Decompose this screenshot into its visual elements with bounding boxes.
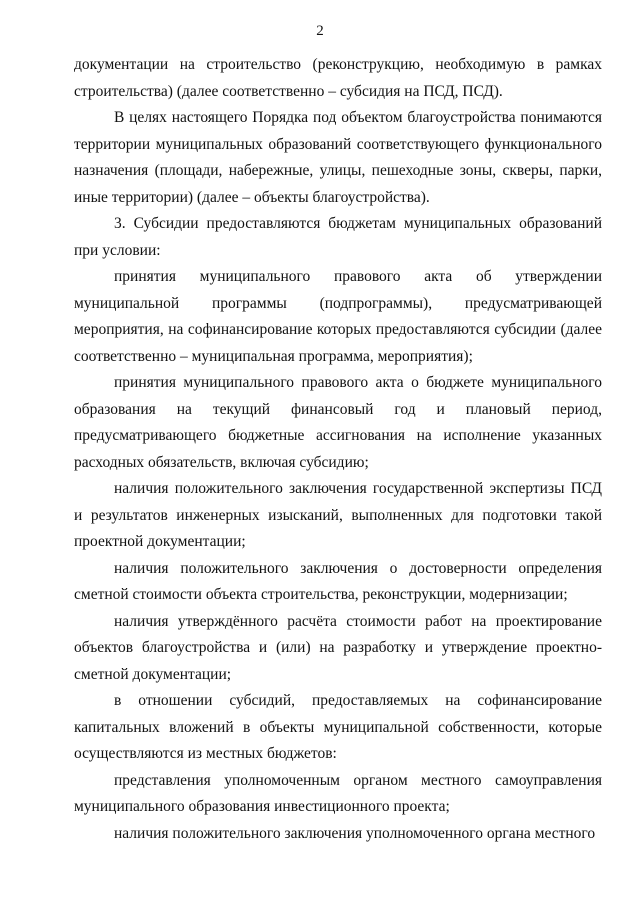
paragraph-7: наличия положительного заключения о достоверности определения сметной стоимости объекта строительства, реконструкции, модернизации; xyxy=(74,559,602,603)
page-number: 2 xyxy=(316,23,324,39)
paragraph-11: наличия положительного заключения уполномоченного органа местного xyxy=(114,824,596,842)
document-body xyxy=(74,52,602,847)
paragraph-6: наличия положительного заключения государственной экспертизы ПСД и результатов инженерных изысканий, выполненных для подготовки такой проектной документации; xyxy=(74,480,602,550)
paragraph-2: В целях настоящего Порядка под объектом благоустройства понимаются территории муниципальных образований соответствующего функционального назначения (площади, набережные, улицы, пешеходные зоны, скверы, парки, иные территории) (далее – объекты благоустройства). xyxy=(74,109,602,206)
paragraph-1: документации на строительство (реконструкцию, необходимую в рамках строительства) (далее соответственно – субсидия на ПСД, ПСД). xyxy=(74,56,602,100)
paragraph-3: 3. Субсидии предоставляются бюджетам муниципальных образований при условии: xyxy=(74,215,602,259)
paragraph-8: наличия утверждённого расчёта стоимости работ на проектирование объектов благоустройства и (или) на разработку и утверждение проектно-сметной документации; xyxy=(74,612,602,683)
paragraph-10: представления уполномоченным органом местного самоуправления муниципального образования инвестиционного проекта; xyxy=(74,771,602,815)
paragraph-9: в отношении субсидий, предоставляемых на софинансирование капитальных вложений в объекты муниципальной собственности, которые осуществляются из местных бюджетов: xyxy=(74,692,602,762)
paragraph-4: принятия муниципального правового акта об утверждении муниципальной программы (подпрограммы), предусматривающей мероприятия, на софинансирование которых предоставляются субсидии (далее соответственно – муниципальная программа, мероприятия); xyxy=(74,268,602,365)
paragraph-5: принятия муниципального правового акта о бюджете муниципального образования на текущий финансовый год и плановый период, предусматривающего бюджетные ассигнования на исполнение указанных расходных обязательств, включая субсидию; xyxy=(74,374,602,471)
